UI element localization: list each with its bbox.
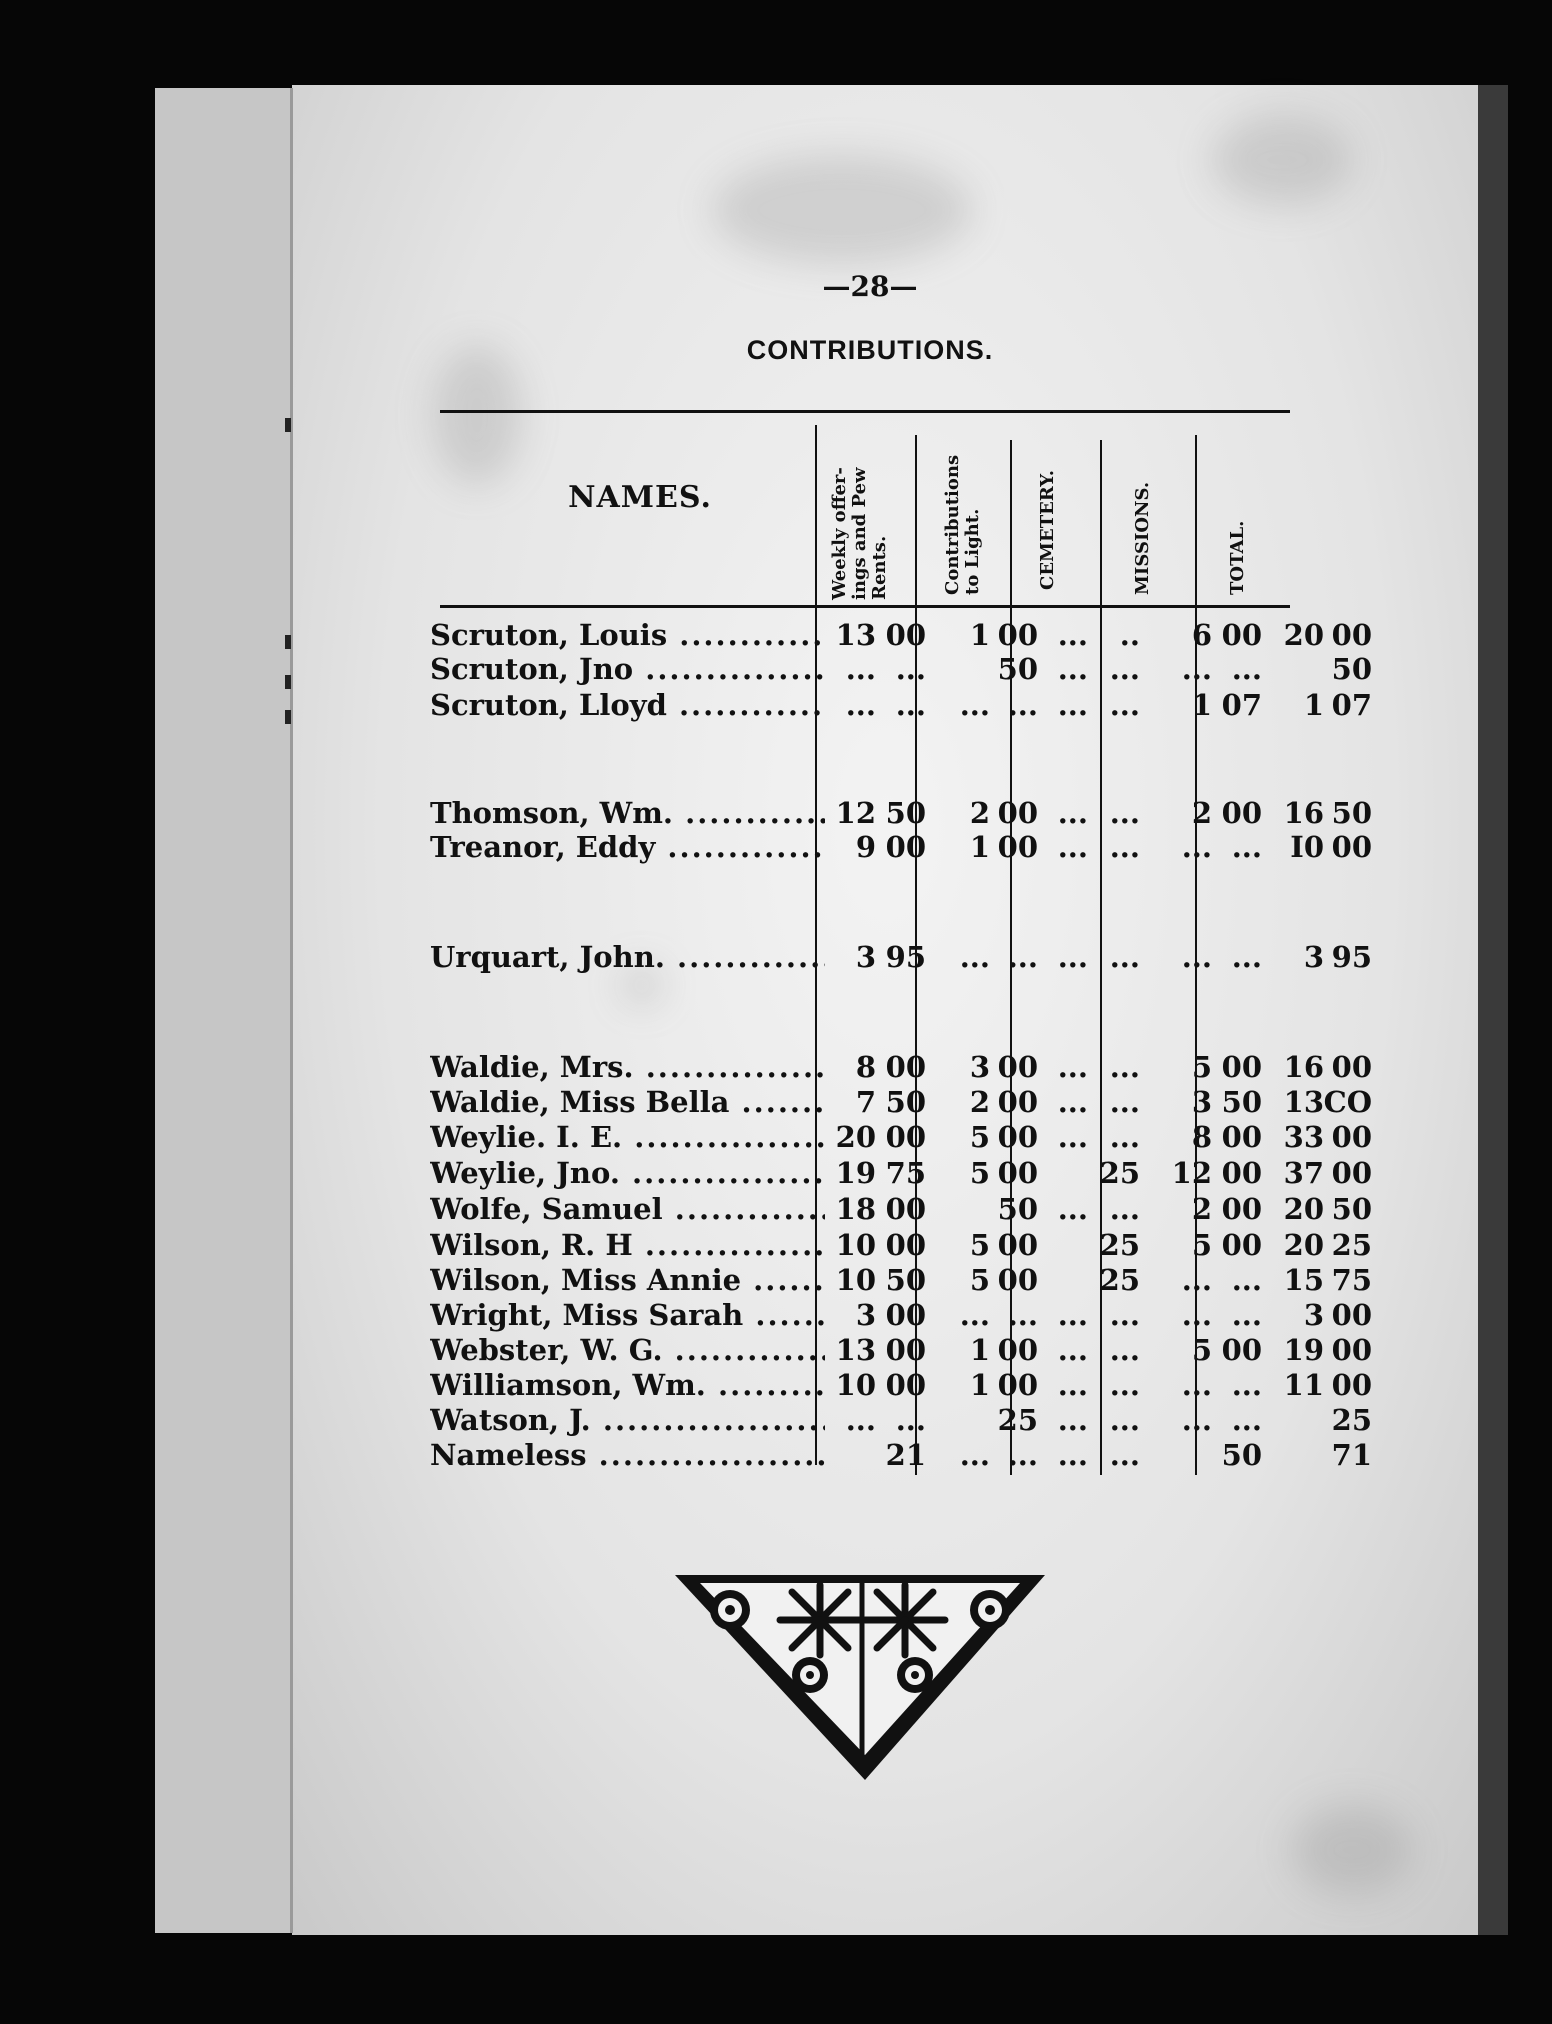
- total-cents: 07: [1331, 688, 1372, 722]
- row-name: Williamson, Wm. .....: [430, 1368, 825, 1402]
- margin-mark: [285, 675, 291, 689]
- total-cents: 00: [1331, 830, 1372, 864]
- light-cents: ...: [1007, 688, 1038, 722]
- binding-line: [290, 88, 293, 1933]
- missions-dollars: ...: [1181, 1403, 1212, 1437]
- table-row: [430, 1050, 1372, 1084]
- missions-dollars: ...: [1181, 1298, 1212, 1332]
- missions-cents: ...: [1231, 1298, 1262, 1332]
- table-row: [430, 1263, 1372, 1297]
- light-cents: 00: [997, 1120, 1038, 1154]
- total-cents: 00: [1331, 1120, 1372, 1154]
- missions-dollars: ...: [1181, 1263, 1212, 1297]
- table-row: [430, 940, 1372, 974]
- column-header-names: NAMES.: [568, 480, 712, 515]
- facing-page-strip: [155, 88, 295, 1933]
- missions-dollars: 12: [1171, 1156, 1212, 1190]
- page-edge: [1478, 85, 1508, 1935]
- weekly-dollars: ...: [845, 652, 876, 686]
- light-dollars: ...: [959, 1298, 990, 1332]
- cemetery-dollars: ...: [1057, 1192, 1088, 1226]
- cemetery-cents: ..: [1119, 618, 1140, 652]
- total-dollars: 20: [1283, 618, 1324, 652]
- column-header-cemetery: CEMETERY.: [1037, 469, 1058, 590]
- missions-dollars: 6: [1191, 618, 1212, 652]
- cemetery-dollars: ...: [1057, 688, 1088, 722]
- light-cents: 00: [997, 1368, 1038, 1402]
- page-number: —28—: [822, 270, 918, 303]
- light-cents: 00: [997, 1333, 1038, 1367]
- total-dollars: 33: [1283, 1120, 1324, 1154]
- missions-cents: ...: [1231, 1403, 1262, 1437]
- header-bottom-rule: [440, 605, 1290, 608]
- light-dollars: 2: [969, 1085, 990, 1119]
- missions-cents: 07: [1221, 688, 1262, 722]
- cemetery-cents: ...: [1109, 796, 1140, 830]
- row-name: Weylie, Jno. .....: [430, 1156, 825, 1190]
- column-header-light: Contributions to Light.: [942, 454, 983, 595]
- cemetery-dollars: ...: [1057, 1085, 1088, 1119]
- weekly-cents: 50: [885, 1085, 926, 1119]
- weekly-cents: 95: [885, 940, 926, 974]
- row-name: Wilson, Miss Annie .....: [430, 1263, 825, 1297]
- margin-mark: [285, 418, 291, 432]
- light-cents: 00: [997, 796, 1038, 830]
- missions-cents: 00: [1221, 618, 1262, 652]
- missions-cents: 00: [1221, 1156, 1262, 1190]
- total-dollars: 13: [1283, 1085, 1324, 1119]
- weekly-dollars: 18: [835, 1192, 876, 1226]
- cemetery-dollars: ...: [1057, 1298, 1088, 1332]
- missions-cents: ...: [1231, 652, 1262, 686]
- light-dollars: ...: [959, 940, 990, 974]
- light-dollars: 1: [969, 1368, 990, 1402]
- total-cents: 25: [1331, 1403, 1372, 1437]
- weekly-dollars: 3: [855, 1298, 876, 1332]
- weekly-cents: ...: [895, 652, 926, 686]
- cemetery-dollars: ...: [1057, 618, 1088, 652]
- total-dollars: 20: [1283, 1228, 1324, 1262]
- margin-mark: [285, 635, 291, 649]
- missions-cents: ...: [1231, 1368, 1262, 1402]
- weekly-dollars: 10: [835, 1368, 876, 1402]
- missions-cents: ...: [1231, 1263, 1262, 1297]
- missions-cents: 00: [1221, 1333, 1262, 1367]
- weekly-cents: 00: [885, 1368, 926, 1402]
- light-dollars: ...: [959, 688, 990, 722]
- weekly-dollars: 13: [835, 1333, 876, 1367]
- total-cents: 00: [1331, 1368, 1372, 1402]
- missions-cents: 00: [1221, 796, 1262, 830]
- missions-dollars: ...: [1181, 940, 1212, 974]
- row-name: Scruton, Lloyd .....: [430, 688, 825, 722]
- total-dollars: 20: [1283, 1192, 1324, 1226]
- total-cents: 00: [1331, 1050, 1372, 1084]
- missions-cents: 00: [1221, 1050, 1262, 1084]
- weekly-cents: ...: [895, 1403, 926, 1437]
- weekly-dollars: 13: [835, 618, 876, 652]
- total-dollars: 1: [1303, 688, 1324, 722]
- weekly-cents: 75: [885, 1156, 926, 1190]
- light-dollars: ...: [959, 1438, 990, 1472]
- light-cents: 00: [997, 1156, 1038, 1190]
- weekly-dollars: ...: [845, 688, 876, 722]
- row-name: Nameless .....: [430, 1438, 825, 1472]
- weekly-dollars: 8: [855, 1050, 876, 1084]
- weekly-dollars: 9: [855, 830, 876, 864]
- missions-cents: 00: [1221, 1120, 1262, 1154]
- cemetery-cents: ...: [1109, 1192, 1140, 1226]
- weekly-cents: 00: [885, 1298, 926, 1332]
- table-row: [430, 1156, 1372, 1190]
- row-name: Wolfe, Samuel .....: [430, 1192, 825, 1226]
- missions-dollars: 2: [1191, 796, 1212, 830]
- weekly-cents: 00: [885, 1333, 926, 1367]
- missions-cents: ...: [1231, 830, 1262, 864]
- column-header-weekly: Weekly offer- ings and Pew Rents.: [829, 467, 890, 600]
- light-dollars: 3: [969, 1050, 990, 1084]
- weekly-dollars: 20: [835, 1120, 876, 1154]
- light-dollars: 2: [969, 796, 990, 830]
- table-row: [430, 1120, 1372, 1154]
- table-row: [430, 652, 1372, 686]
- missions-cents: ...: [1231, 940, 1262, 974]
- total-cents: 75: [1331, 1263, 1372, 1297]
- column-header-total: TOTAL.: [1227, 520, 1248, 595]
- cemetery-dollars: ...: [1057, 1438, 1088, 1472]
- weekly-dollars: 10: [835, 1263, 876, 1297]
- total-cents: 50: [1331, 1192, 1372, 1226]
- light-cents: 50: [997, 1192, 1038, 1226]
- weekly-cents: 00: [885, 618, 926, 652]
- table-row: [430, 1438, 1372, 1472]
- row-name: Treanor, Eddy .....: [430, 830, 825, 864]
- weekly-cents: 00: [885, 1192, 926, 1226]
- missions-dollars: 2: [1191, 1192, 1212, 1226]
- row-name: Wright, Miss Sarah .....: [430, 1298, 825, 1332]
- margin-mark: [285, 710, 291, 724]
- missions-dollars: 3: [1191, 1085, 1212, 1119]
- light-cents: 00: [997, 618, 1038, 652]
- table-row: [430, 1085, 1372, 1119]
- table-row: [430, 1403, 1372, 1437]
- total-cents: CO: [1323, 1085, 1372, 1119]
- table-row: [430, 618, 1372, 652]
- cemetery-dollars: ...: [1057, 1120, 1088, 1154]
- total-dollars: 16: [1283, 1050, 1324, 1084]
- missions-cents: 00: [1221, 1228, 1262, 1262]
- total-dollars: 15: [1283, 1263, 1324, 1297]
- weekly-dollars: 19: [835, 1156, 876, 1190]
- missions-cents: 50: [1221, 1438, 1262, 1472]
- weekly-cents: 50: [885, 1263, 926, 1297]
- light-dollars: 5: [969, 1263, 990, 1297]
- cemetery-dollars: ...: [1057, 1050, 1088, 1084]
- light-dollars: 1: [969, 1333, 990, 1367]
- total-dollars: I0: [1290, 830, 1324, 864]
- cemetery-cents: ...: [1109, 1403, 1140, 1437]
- table-top-rule: [440, 410, 1290, 413]
- light-cents: 25: [997, 1403, 1038, 1437]
- row-name: Thomson, Wm. .....: [430, 796, 825, 830]
- row-name: Webster, W. G. .....: [430, 1333, 825, 1367]
- decorative-ornament: [670, 1565, 1050, 1785]
- weekly-cents: 00: [885, 1120, 926, 1154]
- cemetery-cents: 25: [1099, 1263, 1140, 1297]
- cemetery-dollars: ...: [1057, 796, 1088, 830]
- cemetery-cents: ...: [1109, 1438, 1140, 1472]
- table-row: [430, 688, 1372, 722]
- total-cents: 50: [1331, 652, 1372, 686]
- weekly-dollars: 7: [855, 1085, 876, 1119]
- cemetery-dollars: ...: [1057, 940, 1088, 974]
- row-name: Watson, J. .....: [430, 1403, 825, 1437]
- missions-dollars: ...: [1181, 1368, 1212, 1402]
- cemetery-cents: ...: [1109, 1120, 1140, 1154]
- table-row: [430, 1298, 1372, 1332]
- total-dollars: 11: [1283, 1368, 1324, 1402]
- cemetery-cents: ...: [1109, 1333, 1140, 1367]
- table-row: [430, 1368, 1372, 1402]
- table-row: [430, 1333, 1372, 1367]
- cemetery-cents: ...: [1109, 940, 1140, 974]
- light-dollars: 5: [969, 1156, 990, 1190]
- cemetery-dollars: ...: [1057, 1368, 1088, 1402]
- cemetery-dollars: ...: [1057, 1403, 1088, 1437]
- row-name: Waldie, Mrs. .....: [430, 1050, 825, 1084]
- cemetery-cents: ...: [1109, 1368, 1140, 1402]
- cemetery-cents: ...: [1109, 1050, 1140, 1084]
- light-cents: ...: [1007, 1438, 1038, 1472]
- total-dollars: 37: [1283, 1156, 1324, 1190]
- cemetery-dollars: ...: [1057, 1333, 1088, 1367]
- cemetery-dollars: ...: [1057, 830, 1088, 864]
- total-cents: 00: [1331, 1333, 1372, 1367]
- light-dollars: 1: [969, 618, 990, 652]
- weekly-dollars: ...: [845, 1403, 876, 1437]
- total-cents: 00: [1331, 1156, 1372, 1190]
- total-cents: 95: [1331, 940, 1372, 974]
- light-dollars: 5: [969, 1228, 990, 1262]
- light-cents: 00: [997, 1228, 1038, 1262]
- row-name: Urquart, John. .....: [430, 940, 825, 974]
- missions-dollars: ...: [1181, 652, 1212, 686]
- weekly-cents: 00: [885, 1228, 926, 1262]
- total-dollars: 3: [1303, 940, 1324, 974]
- light-dollars: 5: [969, 1120, 990, 1154]
- total-cents: 00: [1331, 618, 1372, 652]
- light-cents: ...: [1007, 1298, 1038, 1332]
- cemetery-cents: 25: [1099, 1156, 1140, 1190]
- total-cents: 50: [1331, 796, 1372, 830]
- total-dollars: 16: [1283, 796, 1324, 830]
- total-dollars: 3: [1303, 1298, 1324, 1332]
- total-cents: 00: [1331, 1298, 1372, 1332]
- table-row: [430, 830, 1372, 864]
- column-header-missions: MISSIONS.: [1132, 481, 1153, 595]
- light-cents: 00: [997, 1050, 1038, 1084]
- weekly-cents: 21: [885, 1438, 926, 1472]
- weekly-dollars: 10: [835, 1228, 876, 1262]
- weekly-cents: 50: [885, 796, 926, 830]
- weekly-dollars: 12: [835, 796, 876, 830]
- light-cents: 00: [997, 830, 1038, 864]
- missions-dollars: 5: [1191, 1228, 1212, 1262]
- row-name: Scruton, Jno .....: [430, 652, 825, 686]
- cemetery-cents: ...: [1109, 652, 1140, 686]
- missions-dollars: ...: [1181, 830, 1212, 864]
- row-name: Wilson, R. H .....: [430, 1228, 825, 1262]
- weekly-cents: ...: [895, 688, 926, 722]
- cemetery-cents: ...: [1109, 830, 1140, 864]
- cemetery-cents: ...: [1109, 1298, 1140, 1332]
- weekly-cents: 00: [885, 1050, 926, 1084]
- row-name: Scruton, Louis .....: [430, 618, 825, 652]
- missions-dollars: 1: [1191, 688, 1212, 722]
- row-name: Weylie. I. E. .....: [430, 1120, 825, 1154]
- light-dollars: 1: [969, 830, 990, 864]
- row-name: Waldie, Miss Bella .....: [430, 1085, 825, 1119]
- table-row: [430, 1192, 1372, 1226]
- missions-dollars: 8: [1191, 1120, 1212, 1154]
- missions-cents: 50: [1221, 1085, 1262, 1119]
- light-cents: 00: [997, 1085, 1038, 1119]
- total-cents: 25: [1331, 1228, 1372, 1262]
- light-cents: 50: [997, 652, 1038, 686]
- total-cents: 71: [1331, 1438, 1372, 1472]
- weekly-dollars: 3: [855, 940, 876, 974]
- missions-dollars: 5: [1191, 1333, 1212, 1367]
- total-dollars: 19: [1283, 1333, 1324, 1367]
- light-cents: ...: [1007, 940, 1038, 974]
- cemetery-cents: ...: [1109, 688, 1140, 722]
- missions-dollars: 5: [1191, 1050, 1212, 1084]
- missions-cents: 00: [1221, 1192, 1262, 1226]
- page-title: CONTRIBUTIONS.: [746, 335, 994, 365]
- light-cents: 00: [997, 1263, 1038, 1297]
- table-row: [430, 796, 1372, 830]
- table-row: [430, 1228, 1372, 1262]
- cemetery-dollars: ...: [1057, 652, 1088, 686]
- weekly-cents: 00: [885, 830, 926, 864]
- cemetery-cents: 25: [1099, 1228, 1140, 1262]
- cemetery-cents: ...: [1109, 1085, 1140, 1119]
